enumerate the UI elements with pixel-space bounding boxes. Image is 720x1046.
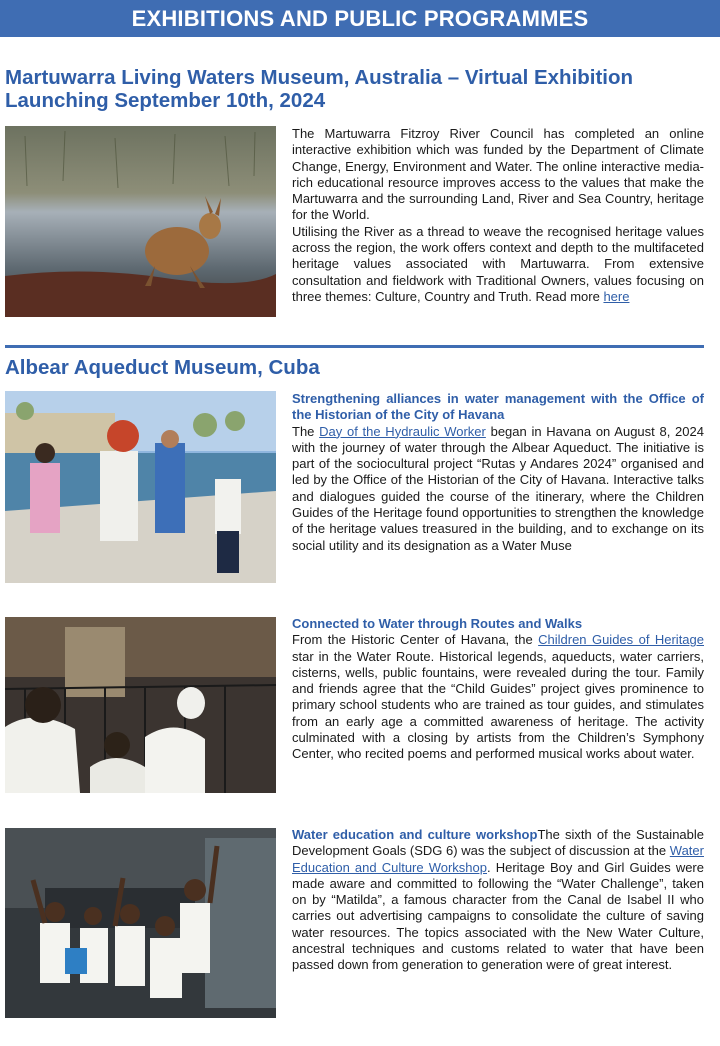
routes-walks-photo <box>5 617 276 793</box>
routes-text-after: star in the Water Route. Historical legends, aqueducts, water carriers, cisterns, wells, public fountains, were revealed during the tour. Family and friends agree that the “Child Guides” project gives prominence to primary school students who are trained as tour guides, and stimulates from an early age a committed awareness of heritage. The activity culminated with a closing by artists from the Children’s Symphony Center, who recited poems and performed musical works about water. <box>292 648 704 762</box>
title-line-2: Launching September 10th, 2024 <box>5 89 326 112</box>
workshop-subtitle: Water education and culture workshop <box>292 827 538 842</box>
workshop-text-after: . Heritage Boy and Girl Guides were made aware and committed to following the “Water Challenge”, taken on by “Matilda”, a famous character from the Canal de Isabel II who carries out advertising campaigns to consolidate the culture of saving water resources. The topics associated with the New Water Culture, ancestral techniques and customs related to water that have been passed down from generation to generation were of great interest. <box>292 859 704 973</box>
section-banner: EXHIBITIONS AND PUBLIC PROGRAMMES <box>0 0 720 37</box>
children-guides-link[interactable]: Children Guides of Heritage <box>538 632 704 648</box>
workshop-text-before: The sixth of the Sustainable Development Goals (SDG 6) was the subject of discussion at the <box>292 827 705 859</box>
day-hydraulic-worker-link[interactable]: Day of the Hydraulic Worker <box>319 423 486 439</box>
strengthening-subtitle: Strengthening alliances in water management with the Office of the Historian of the City of Havana <box>292 391 704 423</box>
workshop-photo <box>5 828 276 1018</box>
section-title-albear: Albear Aqueduct Museum, Cuba <box>5 356 320 379</box>
aqueduct-walk-photo <box>5 391 276 583</box>
water-education-workshop-link[interactable]: Water Education and Culture Workshop <box>292 843 704 875</box>
martuwarra-para-1: The Martuwarra Fitzroy River Council has completed an online interactive exhibition which was funded by the Department of Climate Change, Energy, Environment and Water. The online interactive media-rich educational resource improves access to the values that make the Martuwarra and the surrounding Land, River and Sea Country, heritage for the World. <box>292 126 704 223</box>
section-divider <box>5 345 704 348</box>
martuwarra-para-2: Utilising the River as a thread to weave the recognised heritage values across the region, the work offers context and depth to the multifaceted heritage values associated with Martuwarra. From extensive consultation and fieldwork with Traditional Owners, values focusing on three themes: Culture, Country and Truth. Read more <box>292 223 704 304</box>
section-title-martuwarra <box>5 66 633 112</box>
read-more-link[interactable]: here <box>603 288 630 304</box>
hydraulic-text-before: The <box>292 423 315 439</box>
routes-walks-subtitle: Connected to Water through Routes and Walks <box>292 616 583 631</box>
routes-walks-block <box>292 616 704 763</box>
workshop-block <box>292 827 704 974</box>
martuwarra-description <box>292 126 704 305</box>
wallaby-photo <box>5 126 276 317</box>
strengthening-alliances-block <box>292 391 704 554</box>
routes-text-before: From the Historic Center of Havana, the <box>292 632 533 648</box>
title-line-1: Martuwarra Living Waters Museum, Australia – Virtual Exhibition <box>5 66 634 89</box>
hydraulic-text-after: began in Havana on August 8, 2024 with the journey of water through the Albear Aqueduct. The initiative is part of the sociocultural project “Rutas y Andares 2024” organised and led by the Office of the Historian of the City of Havana. Interactive talks and dialogues guided the course of the itinerary, where the Children Guides of the Heritage found opportunities to strengthen the knowledge of the heritage values treasured in the building, and to exchange on its social utility and its designation as a Water Muse <box>292 423 704 553</box>
